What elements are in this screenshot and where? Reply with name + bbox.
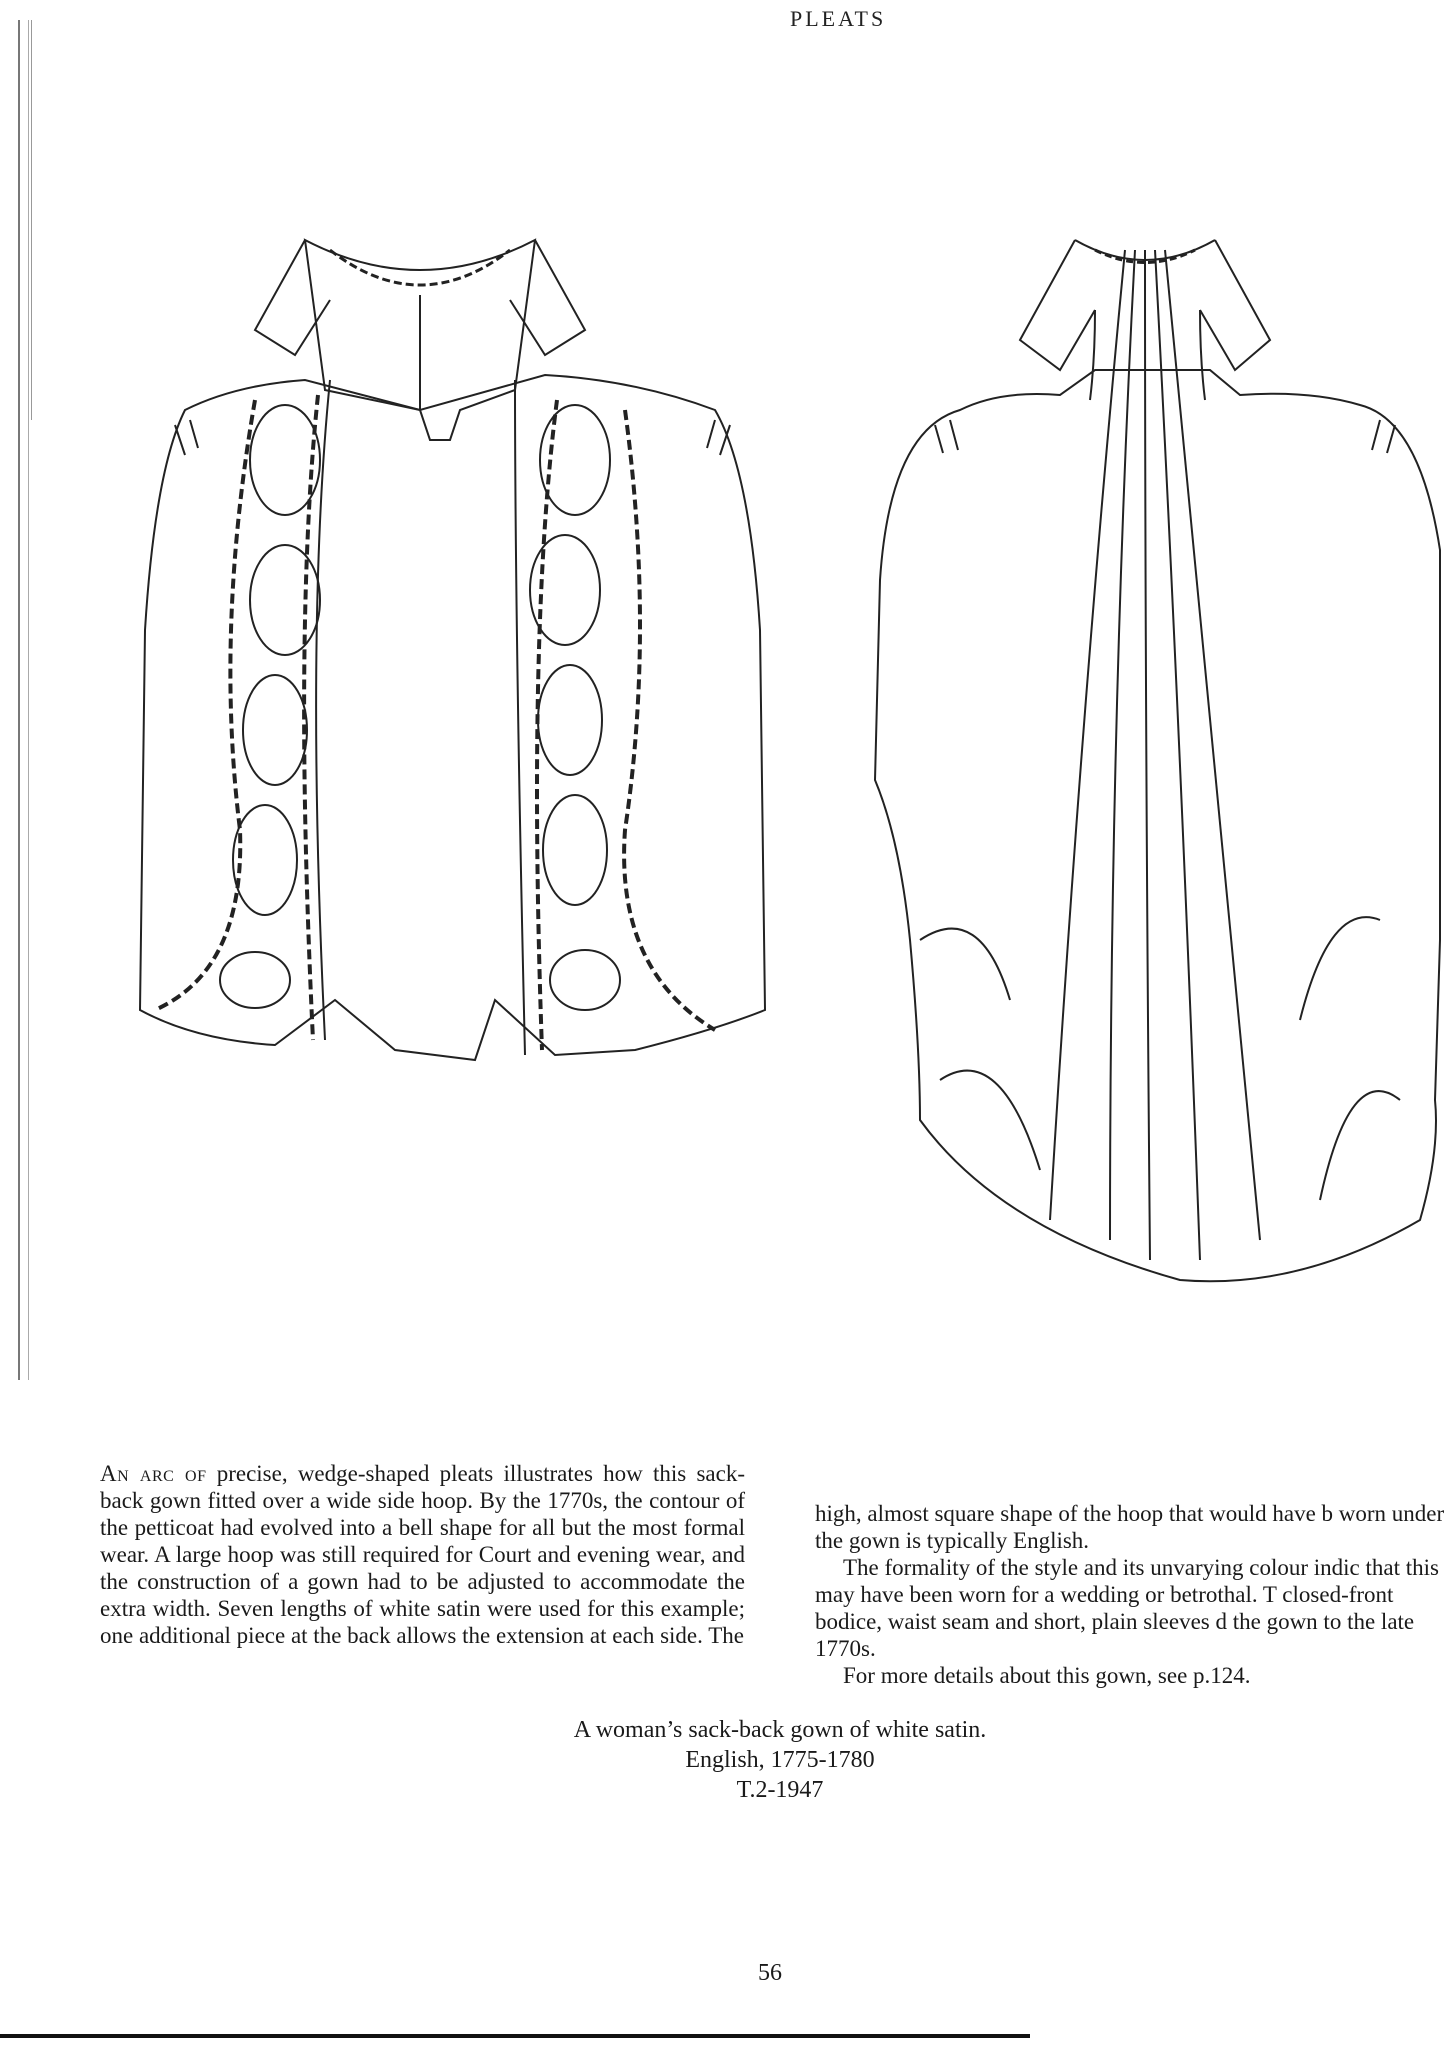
scan-bottom-edge: [0, 2034, 1030, 2038]
binding-gutter-line: [31, 20, 34, 420]
figure-caption: [500, 1715, 1060, 1805]
body-text-left: precise, wedge-shaped pleats illustrates how this sack-back gown fitted over a wide side hoop. By the 1770s, the contour of the petticoat had evolved into a bell shape for all but the most formal wear. A large hoop was still required for Court and evening wear, and the construction of a gown had to be adjusted to accommodate the extra width. Seven lengths of white satin were used for this example; one additional piece at the back allows the extension at each side. The: [100, 1461, 745, 1648]
caption-title: A woman’s sack-back gown of white satin.: [573, 1717, 987, 1743]
body-paragraph-1: high, almost square shape of the hoop that would have b worn under the gown is typically English.: [815, 1501, 1445, 1553]
gown-front-illustration: [155, 210, 775, 1070]
body-text-left-column: [100, 1460, 745, 1649]
body-paragraph-3: For more details about this gown, see p.124.: [843, 1663, 1251, 1688]
caption-origin-date: English, 1775-1780: [685, 1747, 875, 1773]
running-head: PLEATS: [790, 6, 887, 31]
caption-museum-number: T.2-1947: [736, 1777, 824, 1803]
body-text-right-column: [815, 1500, 1445, 1689]
lead-in-small-caps: An arc of: [100, 1461, 207, 1486]
page-number: 56: [758, 1960, 782, 1986]
gown-back-illustration: [880, 220, 1440, 1320]
binding-gutter: [18, 20, 29, 1380]
body-paragraph-2: The formality of the style and its unvarying colour indic that this may have been worn for a wedding or betrothal. T closed-front bodice, waist seam and short, plain sleeves d the gown to the late 1770s.: [815, 1555, 1439, 1661]
